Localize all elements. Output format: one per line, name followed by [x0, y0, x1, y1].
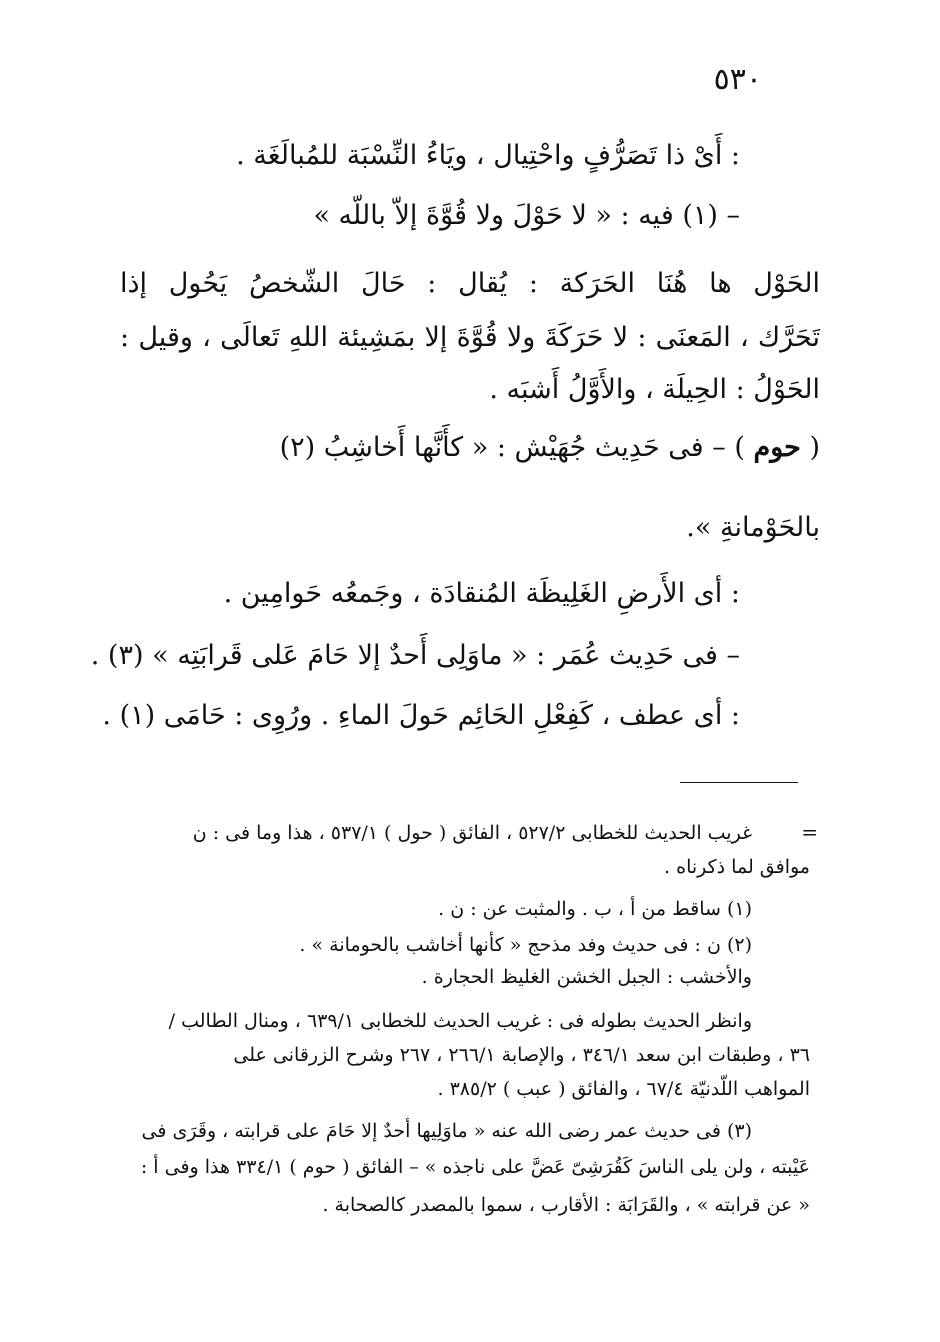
text-line: الحَوْلُ : الحِيلَة ، والأَوَّلُ أَشبَه . [489, 374, 820, 405]
text-line: تَحَرَّك ، المَعنَى : لا حَرَكَةَ ولا قُوَّةَ إلا بمَشِيئة اللهِ تَعالَى ، وقيل : [120, 322, 820, 353]
text-line: بالحَوْمانةِ ». [686, 512, 820, 543]
continuation-mark: = [801, 820, 818, 844]
page-number: ٥٣٠ [713, 62, 762, 97]
footnote-line: والأخشب : الجبل الخشن الغليظ الحجارة . [421, 966, 752, 988]
entry-heading-line [120, 432, 820, 463]
text-line: الحَوْل ها هُنَا الحَرَكة : يُقال : حَالَ الشّخصُ يَحُول إذا [120, 268, 820, 299]
footnote-line: « عن قرابته » ، والقَرَابَة : الأقارب ، سموا بالمصدر كالصحابة . [322, 1194, 810, 1216]
footnote-line: ٣٦ ، وطبقات ابن سعد ٣٤٦/١ ، والإصابة ٢٦٦/١ ، ٢٦٧ وشرح الزرقانى على [233, 1044, 810, 1066]
entry-text: ) – فى حَدِيث جُهَيْش : « كأَنَّها أَخاشِبُ (٢) [279, 432, 745, 463]
text-line: : أَىْ ذا تَصَرُّفٍ واحْتِيال ، ويَاءُ النِّسْبَة للمُبالَغَة . [236, 140, 740, 171]
footnote-1: (١) ساقط من أ ، ب . والمثبت عن : ن . [438, 898, 752, 920]
footnote-line: المواهب اللّدنيّة ٦٧/٤ ، والفائق ( عبب ) ٣٨٥/٢ . [437, 1078, 810, 1100]
footnote-2: (٢) ن : فى حديث وفد مذحج « كأنها أخاشب بالحومانة » . [299, 934, 752, 956]
text-line: – (١) فيه : « لا حَوْلَ ولا قُوَّةَ إلاّ باللّه » [313, 200, 740, 231]
footnote-divider [680, 782, 798, 783]
text-line: : أى الأَرضِ الغَلِيظَة المُنقادَة ، وجَمعُه حَوامِين . [223, 578, 740, 609]
footnote-line: عَيْبته ، ولن يلى الناسَ كَقُرَشِىّ عَضَّ على ناجذه » – الفائق ( حوم ) ٣٣٤/١ هذا وفى أ : [140, 1156, 810, 1178]
footnote-line: موافق لما ذكرناه . [664, 856, 810, 878]
entry-headword: حوم [753, 432, 801, 463]
footnote-line: غريب الحديث للخطابى ٥٢٧/٢ ، الفائق ( حول ) ٥٣٧/١ ، هذا وما فى : ن [192, 822, 752, 844]
text-line: : أى عطف ، كَفِعْلِ الحَائِم حَولَ الماءِ . ورُوِى : حَامَى (١) . [102, 700, 740, 731]
paren-open: ( [809, 432, 820, 463]
text-line: – فى حَدِيث عُمَر : « ماوَلِى أَحدٌ إلا حَامَ عَلى قَرابَتِه » (٣) . [90, 640, 740, 671]
footnote-3: (٣) فى حديث عمر رضى الله عنه « ماوَلِيها أحدٌ إلا حَامَ على قرابته ، وقَرَى فى [141, 1120, 752, 1142]
footnote-line: وانظر الحديث بطوله فى : غريب الحديث للخطابى ٦٣٩/١ ، ومنال الطالب / [168, 1010, 752, 1032]
